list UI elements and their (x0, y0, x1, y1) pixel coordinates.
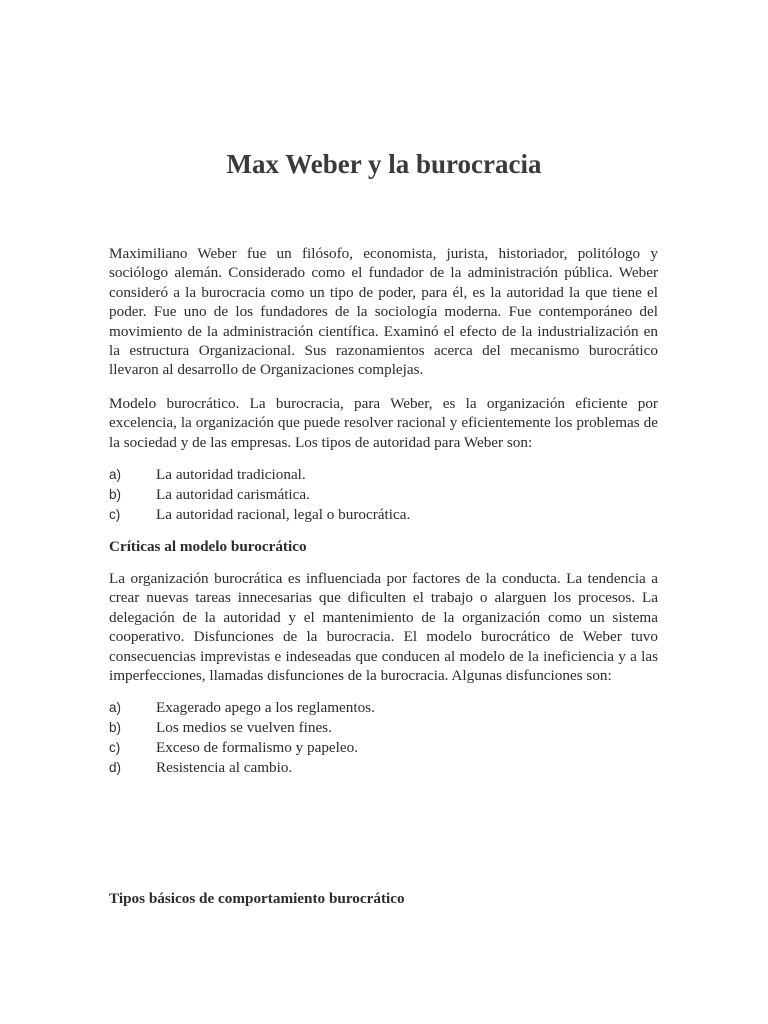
list-item (109, 698, 658, 718)
list-marker: b) (109, 487, 122, 502)
bureaucratic-model-paragraph: Modelo burocrático. La burocracia, para Weber, es la organización eficiente por excelencia, la organización que puede resolver racional y eficientemente los problemas de la sociedad y de las empresas. Los tipos de autoridad para Weber son: (109, 395, 658, 451)
dysfunctions-list (109, 698, 658, 778)
document-title: Max Weber y la burocracia (226, 149, 542, 179)
list-item (109, 718, 658, 738)
list-marker: a) (109, 700, 122, 715)
list-item-text: Los medios se vuelven fines. (156, 719, 332, 736)
list-item (109, 758, 658, 778)
criticism-heading: Críticas al modelo burocrático (109, 538, 307, 555)
behavior-types-heading: Tipos básicos de comportamiento burocrático (109, 890, 405, 907)
list-item-text: La autoridad carismática. (156, 486, 310, 503)
list-item-text: Resistencia al cambio. (156, 759, 293, 776)
list-marker: c) (109, 740, 121, 755)
list-item (109, 485, 658, 505)
list-item (109, 738, 658, 758)
criticism-paragraph: La organización burocrática es influenciada por factores de la conducta. La tendencia a crear nuevas tareas innecesarias que dificulten el trabajo o alarguen los procesos. La delegación de la autoridad y el mantenimiento de la organización como un sistema cooperativo. Disfunciones de la burocracia. El modelo burocrático de Weber tuvo consecuencias imprevistas e indeseadas que conducen al modelo de la ineficiencia y a las imperfecciones, llamadas disfunciones de la burocracia. Algunas disfunciones son: (109, 570, 658, 685)
list-item (109, 465, 658, 485)
authority-types-list (109, 465, 658, 525)
list-item-text: La autoridad tradicional. (156, 466, 306, 483)
list-marker: c) (109, 507, 121, 522)
list-item-text: Exagerado apego a los reglamentos. (156, 699, 375, 716)
list-marker: d) (109, 760, 122, 775)
list-item-text: La autoridad racional, legal o burocrática. (156, 506, 411, 523)
list-item (109, 505, 658, 525)
list-marker: a) (109, 467, 122, 482)
list-item-text: Exceso de formalismo y papeleo. (156, 739, 359, 756)
intro-paragraph: Maximiliano Weber fue un filósofo, economista, jurista, historiador, politólogo y sociólogo alemán. Considerado como el fundador de la administración pública. Weber consideró a la burocracia como un tipo de poder, para él, es la autoridad la que tiene el poder. Fue uno de los fundadores de la sociología moderna. Fue contemporáneo del movimiento de la administración científica. Examinó el efecto de la industrialización en la estructura Organizacional. Sus razonamientos acerca del mecanismo burocrático llevaron al desarrollo de Organizaciones complejas. (109, 245, 658, 379)
list-marker: b) (109, 720, 122, 735)
